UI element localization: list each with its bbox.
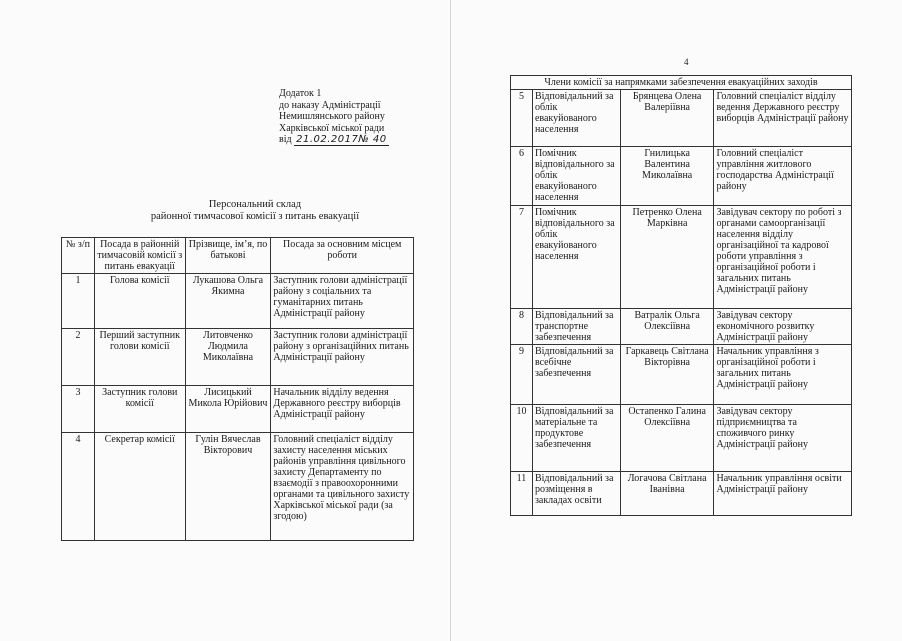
row-job: Начальник управління освіти Адміністрації району <box>714 472 852 516</box>
row-role: Помічник відповідального за облік евакуйованого населення <box>532 206 620 309</box>
row-job: Заступник голови адміністрації району з організаційних питань Адміністрації району <box>271 329 414 386</box>
row-job: Начальник управління з організаційної роботи і загальних питань Адміністрації району <box>714 345 852 405</box>
table-row <box>511 472 852 516</box>
table-row <box>62 329 414 386</box>
row-role: Відповідальний за всебічне забезпечення <box>532 345 620 405</box>
page-number: 4 <box>684 57 689 67</box>
annex-line-3: Немишлянського району <box>279 111 385 122</box>
annex-block <box>279 88 439 146</box>
row-number: 7 <box>511 206 533 309</box>
annex-line-2: до наказу Адміністрації <box>279 99 381 111</box>
row-role: Відповідальний за транспортне забезпечення <box>532 309 620 345</box>
annex-date-prefix: від <box>279 134 292 145</box>
row-job: Завідувач сектору підприємництва та споживчого ринку Адміністрації району <box>714 405 852 472</box>
personnel-table-2 <box>510 75 852 516</box>
table-row <box>511 206 852 309</box>
header-main-job: Посада за основним місцем роботи <box>271 238 414 274</box>
table-row <box>62 274 414 329</box>
section-header-row <box>511 76 852 90</box>
annex-date-line <box>279 134 439 146</box>
table-row <box>511 345 852 405</box>
table-row <box>62 386 414 433</box>
row-job: Начальник відділу ведення Державного реєстру виборців Адміністрації району <box>271 386 414 433</box>
row-job: Головний спеціаліст управління житлового господарства Адміністрації району <box>714 147 852 206</box>
row-number: 2 <box>62 329 95 386</box>
row-name: Литовченко Людмила Миколаївна <box>185 329 271 386</box>
annex-line-1: Додаток 1 <box>279 88 322 99</box>
table-row <box>511 147 852 206</box>
row-number: 4 <box>62 433 95 541</box>
annex-line-4: Харківської міської ради <box>279 122 385 134</box>
table-row <box>511 405 852 472</box>
row-name: Гулін Вячеслав Вікторович <box>185 433 271 541</box>
page-divider <box>450 0 451 641</box>
table-row <box>62 433 414 541</box>
row-number: 11 <box>511 472 533 516</box>
annex-date-handwritten: 21.02.2017№ 40 <box>296 134 387 145</box>
row-role: Відповідальний за матеріальне та продуктове забезпечення <box>532 405 620 472</box>
row-number: 10 <box>511 405 533 472</box>
title-line-1: Персональний склад <box>208 199 302 210</box>
row-role: Помічник відповідального за облік евакуйованого населення <box>532 147 620 206</box>
row-role: Заступник голови комісії <box>94 386 185 433</box>
row-role: Перший заступник голови комісії <box>94 329 185 386</box>
row-job: Заступник голови адміністрації району з соціальних та гуманітарних питань Адміністрації району <box>271 274 414 329</box>
row-role: Відповідальний за облік евакуйованого населення <box>532 90 620 147</box>
header-commission-role: Посада в районній тимчасовій комісії з питань евакуації <box>94 238 185 274</box>
row-name: Лукашова Ольга Якимна <box>185 274 271 329</box>
table-row <box>511 309 852 345</box>
row-number: 6 <box>511 147 533 206</box>
row-job: Головний спеціаліст відділу захисту населення міських районів управління цивільного захисту Департаменту по взаємодії з правоохоронними органами та цивільного захисту Харківської міської ради (за згодою) <box>271 433 414 541</box>
row-name: Ватралік Ольга Олексіївна <box>620 309 714 345</box>
row-name: Остапенко Галина Олексіївна <box>620 405 714 472</box>
row-number: 3 <box>62 386 95 433</box>
row-job: Завідувач сектору по роботі з органами самоорганізації населення відділу організаційної та кадрової роботи управління з організаційної роботи і загальних питань Адміністрації району <box>714 206 852 309</box>
personnel-table-1 <box>61 237 414 541</box>
row-role: Секретар комісії <box>94 433 185 541</box>
row-number: 1 <box>62 274 95 329</box>
header-number: № з/п <box>62 238 95 274</box>
document-title <box>120 199 390 223</box>
title-line-2: районної тимчасової комісії з питань евакуації <box>150 211 360 222</box>
row-name: Логачова Світлана Іванівна <box>620 472 714 516</box>
header-full-name: Прізвище, ім’я, по батькові <box>185 238 271 274</box>
row-number: 9 <box>511 345 533 405</box>
row-number: 8 <box>511 309 533 345</box>
row-name: Петренко Олена Марківна <box>620 206 714 309</box>
row-role: Відповідальний за розміщення в закладах освіти <box>532 472 620 516</box>
row-job: Завідувач сектору економічного розвитку Адміністрації району <box>714 309 852 345</box>
row-role: Голова комісії <box>94 274 185 329</box>
row-name: Гнилицька Валентина Миколаївна <box>620 147 714 206</box>
row-job: Головний спеціаліст відділу ведення Державного реєстру виборців Адміністрації району <box>714 90 852 147</box>
row-name: Гаркавець Світлана Вікторівна <box>620 345 714 405</box>
table-row <box>511 90 852 147</box>
section-header: Члени комісії за напрямками забезпечення евакуаційних заходів <box>511 76 852 90</box>
table-header-row <box>62 238 414 274</box>
row-name: Брянцева Олена Валеріївна <box>620 90 714 147</box>
row-number: 5 <box>511 90 533 147</box>
row-name: Лисицький Микола Юрійович <box>185 386 271 433</box>
